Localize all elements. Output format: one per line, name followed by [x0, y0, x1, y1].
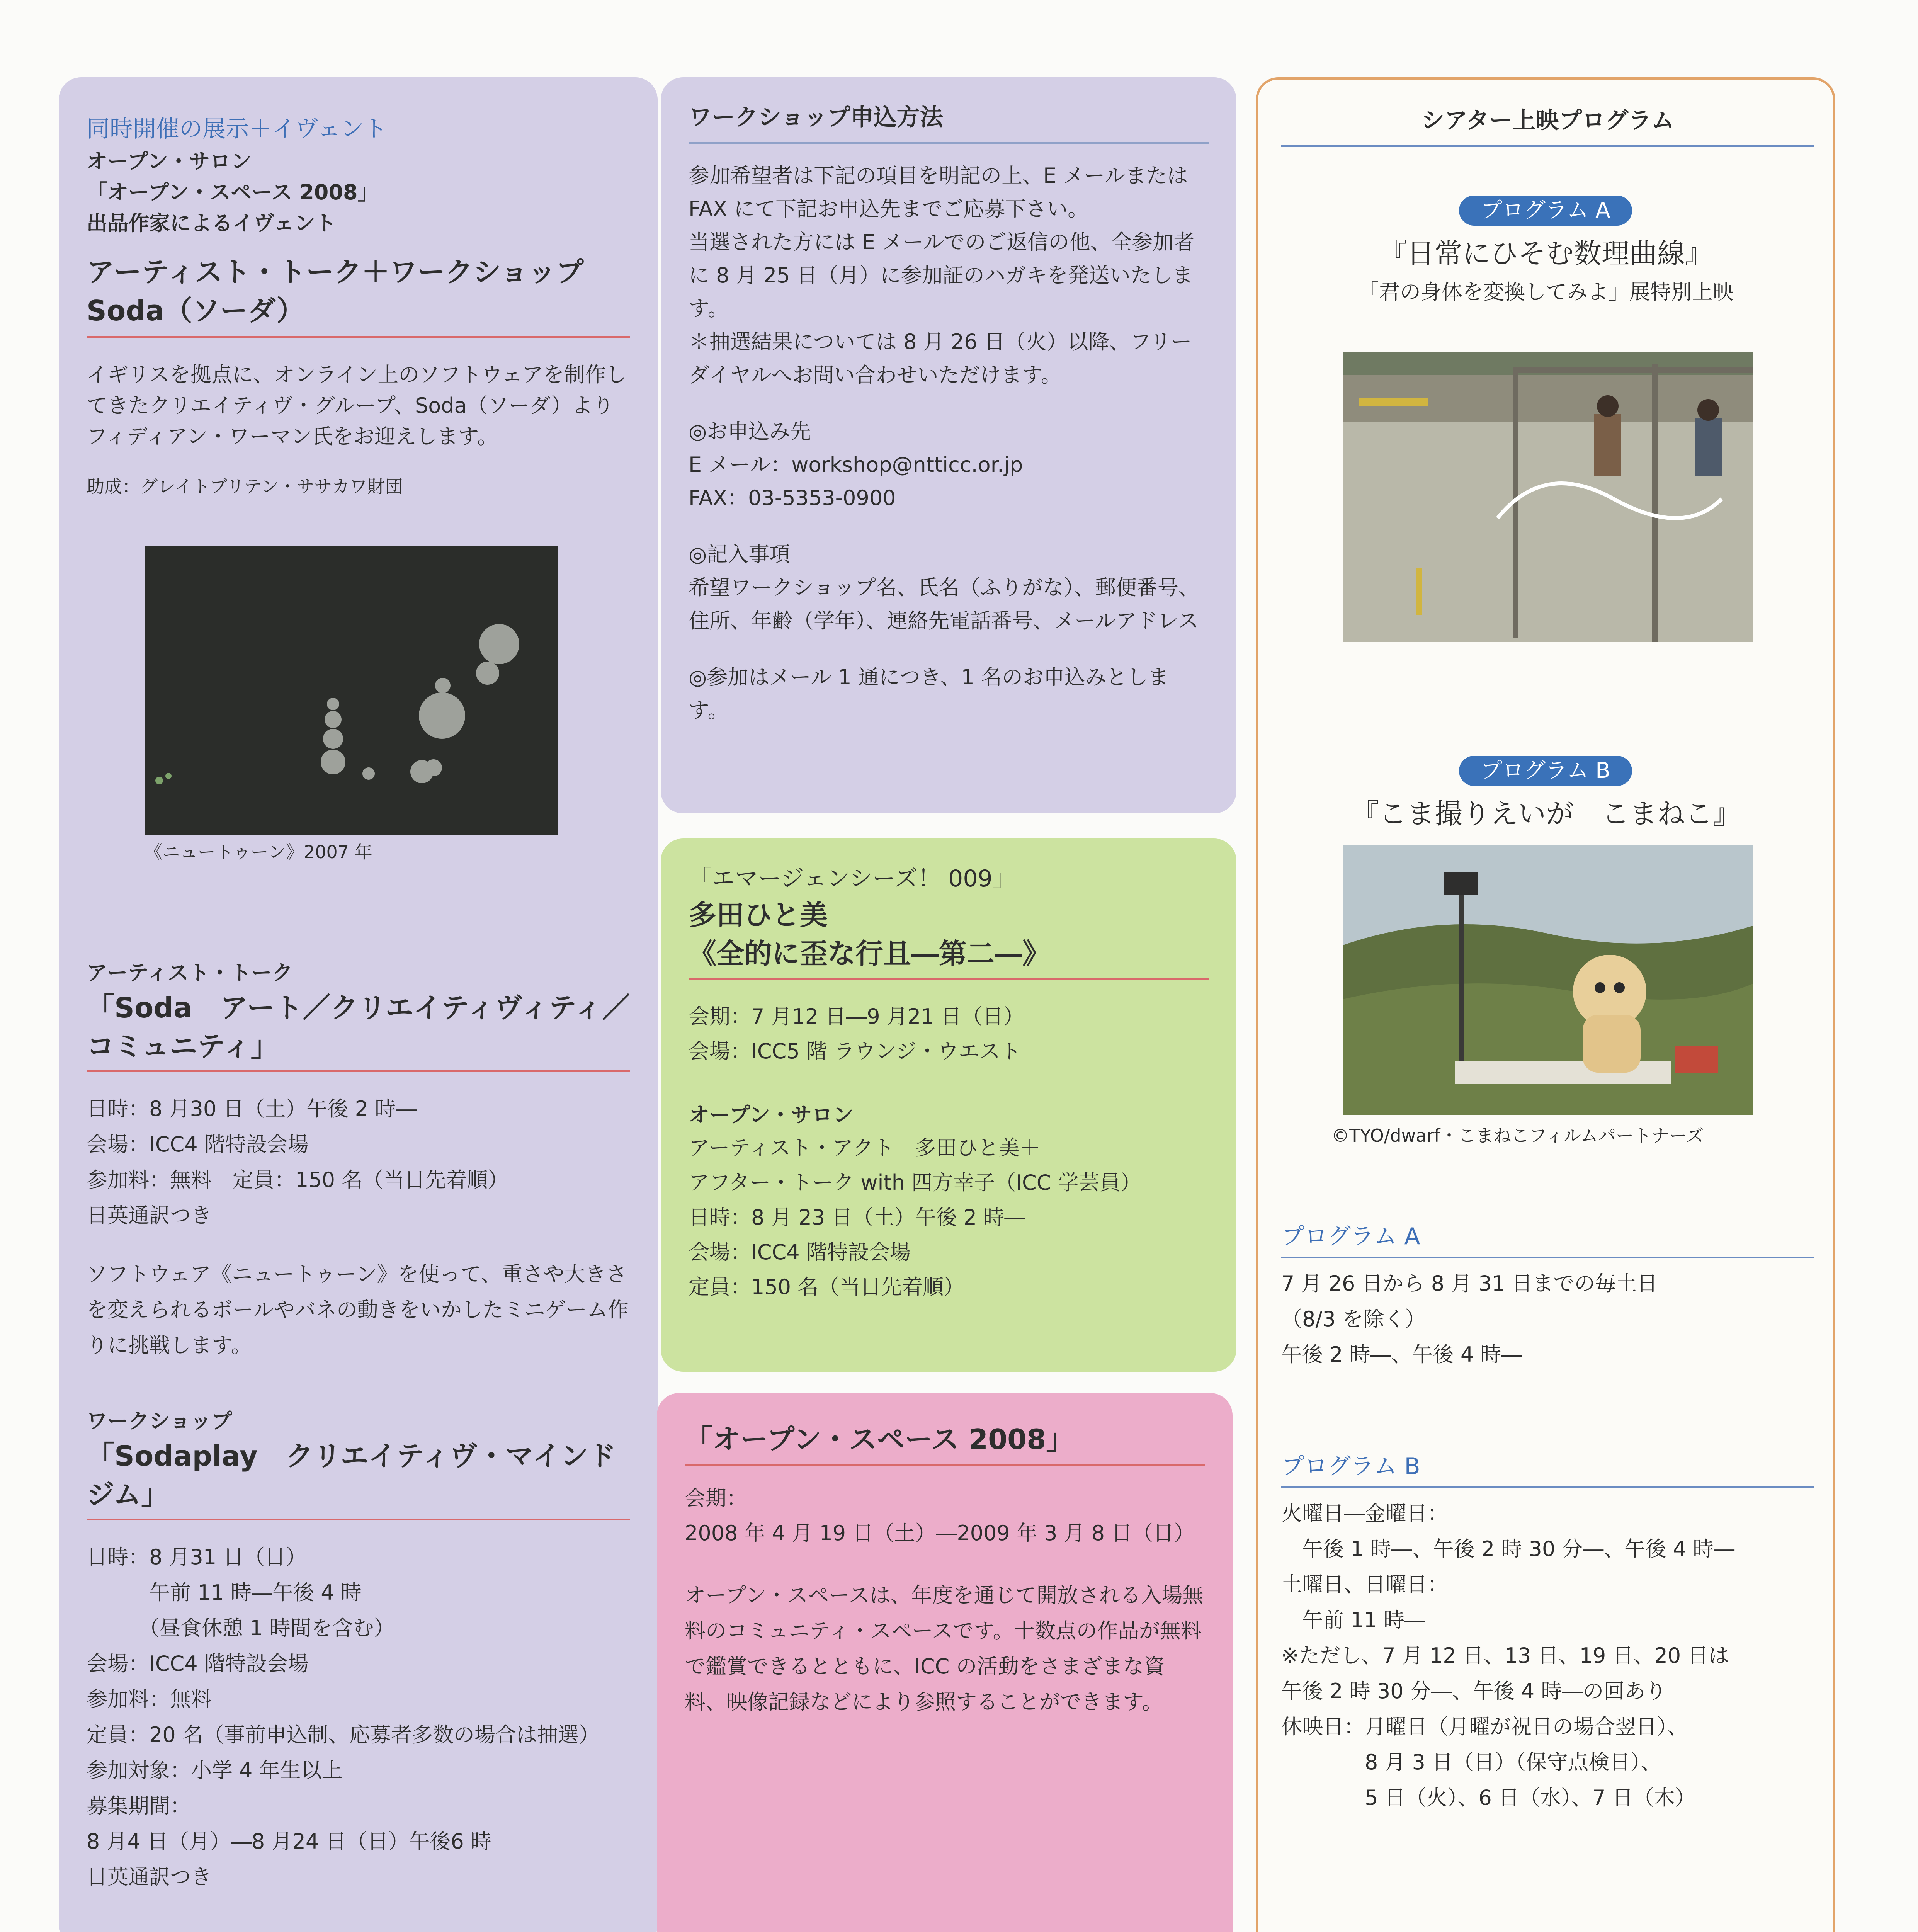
program-a-badge: プログラム A — [1459, 196, 1632, 226]
theater-panel — [1256, 77, 1835, 1932]
apply-title: ワークショップ申込方法 — [689, 100, 1209, 144]
salon-details: アーティスト・アクト 多田ひと美＋ アフター・トーク with 四方幸子（ICC 学芸員） 日時：8 月 23 日（土）午後 2 時― 会場：ICC4 階特設会場 定員：150 名（当日先着順） — [689, 1136, 1141, 1299]
image-caption: 《ニュートゥーン》2007 年 — [145, 842, 372, 862]
apply-items: ◎記入事項 希望ワークショップ名、氏名（ふりがな）、郵便番号、住所、年齢（学年）、連絡先電話番号、メールアドレス — [689, 542, 1199, 633]
emergencies-title: 多田ひと美 《全的に歪な行且―第二―》 — [689, 896, 1209, 980]
schedule-b: 火曜日―金曜日： 午後 1 時―、午後 2 時 30 分―、午後 4 時― 土曜日、日曜日： 午前 11 時― ※ただし、7 月 12 日、13 日、19 日、20 日は 午後 2 時 30 分―、午後 4 時―の回あり 休映日：月曜日（月曜が祝日の場合翌日）、 8 月 3 日（日）（保守点検日）、 5 日（火）、6 日（水）、7 日（木） — [1281, 1501, 1735, 1810]
schedule-a-label: プログラム A — [1281, 1219, 1814, 1258]
komaneko-scene — [1343, 845, 1753, 1115]
program-a-title: 『日常にひそむ数理曲線』 — [1379, 237, 1713, 270]
talk-details: 日時：8 月30 日（土）午後 2 時― 会場：ICC4 階特設会場 参加料：無料 定員：150 名（当日先着順） 日英通訳つき — [87, 1097, 509, 1228]
event-description: イギリスを拠点に、オンライン上のソフトウェアを制作してきたクリエイティヴ・グループ、Soda（ソーダ）よりフィディアン・ワーマン氏をお迎えします。 — [87, 362, 627, 449]
apply-body-1: 参加希望者は下記の項目を明記の上、E メールまたは FAX にて下記お申込先までご応募下さい。 当選された方には E メールでのご返信の他、全参加者に 8 月 25 日（月）に参加証のハガキを発送いたします。 ＊抽選結果については 8 月 26 日（火）以降、フリーダイヤルへお問い合わせいただけます。 — [689, 163, 1195, 387]
event-title: アーティスト・トーク＋ワークショップ Soda（ソーダ） — [87, 253, 630, 338]
workshop-title: 「Sodaplay クリエイティヴ・マインドジム」 — [87, 1437, 630, 1520]
talk-label: アーティスト・トーク — [87, 961, 293, 985]
swing-scene — [1343, 352, 1753, 642]
newtoon-image — [145, 546, 558, 835]
openspace-title: 「オープン・スペース 2008」 — [685, 1420, 1205, 1466]
workshop-label: ワークショップ — [87, 1409, 232, 1433]
support-credit: 助成：グレイトブリテン・ササカワ財団 — [87, 476, 403, 497]
schedule-a: 7 月 26 日から 8 月 31 日までの毎土日 （8/3 を除く） 午後 2 時―、午後 4 時― — [1281, 1271, 1658, 1367]
events-panel — [59, 77, 658, 1932]
theater-title: シアター上映プログラム — [1281, 104, 1814, 147]
openspace-panel — [657, 1393, 1233, 1932]
talk-title: 「Soda アート／クリエイティヴィティ／コミュニティ」 — [87, 988, 630, 1072]
emergencies-details: 会期：7 月12 日―9 月21 日（日） 会場：ICC5 階 ラウンジ・ウエスト — [689, 1004, 1024, 1063]
program-b-badge: プログラム B — [1459, 756, 1632, 786]
apply-contact: ◎お申込み先 E メール：workshop@ntticc.or.jp FAX：03-5353-0900 — [689, 419, 1023, 510]
openspace-period: 2008 年 4 月 19 日（土）―2009 年 3 月 8 日（日） — [685, 1521, 1195, 1545]
emergencies-panel — [661, 838, 1236, 1372]
program-a-subtitle: 「君の身体を変換してみよ」展特別上映 — [1358, 280, 1734, 304]
program-a-photo — [1343, 352, 1753, 642]
openspace-description: オープン・スペースは、年度を通じて開放される入場無料のコミュニティ・スペースです。十数点の作品が無料で鑑賞できるとともに、ICC の活動をさまざまな資料、映像記録などにより参照することができます。 — [685, 1583, 1204, 1714]
apply-panel — [661, 77, 1236, 813]
program-b-photo — [1343, 845, 1753, 1115]
program-b-title: 『こま撮りえいが こまねこ』 — [1351, 798, 1741, 830]
workshop-details: 日時：8 月31 日（日） 午前 11 時―午後 4 時 （昼食休憩 1 時間を含む） 会場：ICC4 階特設会場 参加料：無料 定員：20 名（事前申込制、応募者多数の場合は抽選） 参加対象：小学 4 年生以上 募集期間： 8 月4 日（月）―8 月24 日（日）午後6 時 日英通訳つき — [87, 1545, 600, 1889]
schedule-b-label: プログラム B — [1281, 1449, 1814, 1488]
program-b-credit: ©TYO/dwarf・こまねこフィルムパートナーズ — [1331, 1125, 1704, 1146]
apply-note: ◎参加はメール 1 通につき、1 名のお申込みとします。 — [689, 665, 1169, 723]
section-label: 同時開催の展示＋イヴェント — [87, 116, 387, 143]
openspace-period-label: 会期： — [685, 1486, 747, 1510]
salon-label: オープン・サロン — [689, 1103, 854, 1127]
talk-description: ソフトウェア《ニュートゥーン》を使って、重さや大きさを変えられるボールやバネの動きをいかしたミニゲーム作りに挑戦します。 — [87, 1262, 629, 1357]
newtoon-screen — [145, 546, 558, 835]
emergencies-label: 「エマージェンシーズ！ 009」 — [689, 865, 1016, 892]
event-intro: オープン・サロン 「オープン・スペース 2008」 出品作家によるイヴェント — [87, 149, 379, 235]
